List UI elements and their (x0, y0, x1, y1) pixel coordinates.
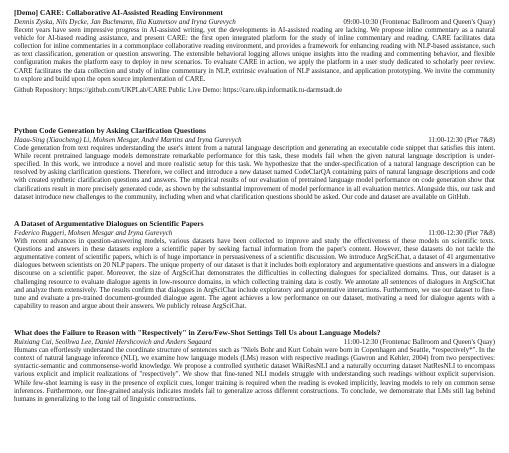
paper-authors: Haau-Sing (Xiaocheng) Li, Mohsen Mesgar, André Martins and Iryna Gurevych (14, 135, 242, 144)
paper-title: What does the Failure to Reason with "Respectively" in Zero/Few-Shot Settings Tell Us about Language Models? (14, 328, 381, 338)
paper-title: Python Code Generation by Asking Clarification Questions (14, 126, 206, 136)
paper-meta (14, 136, 495, 144)
paper-title: [Demo] CARE: Collaborative AI-Assisted Reading Environment (14, 8, 223, 17)
paper-entry-respectively (14, 329, 495, 403)
session-slot: 11:00-12:30 (Pier 7&8) (428, 135, 495, 144)
paper-abstract: With recent advances in question-answering models, various datasets have been collected to improve and study the effectiveness of these models on scientific texts. Questions and answers in these datasets explore a scientific paper by seeking factual information from the paper's content. However, these datasets do not tackle the argumentative content of scientific papers, which is of huge importance in persuasiveness of a scientific discussion. We introduce ArgSciChat, a dataset of 41 argumentative dialogues between scientists on 20 NLP papers. The unique property of our dataset is that it includes both exploratory and argumentative questions and answers in a dialogue discourse on a scientific paper. Moreover, the size of ArgSciChat demonstrates the difficulties in collecting dialogues for specialized domains. Thus, our dataset is a challenging resource to evaluate dialogue agents in low-resource domains, in which collecting training data is costly. We annotate all sentences of dialogues in ArgSciChat and analyze them extensively. The results confirm that dialogues in ArgSciChat include exploratory and argumentative interactions. Furthermore, we use our dataset to fine-tune and evaluate a pre-trained document-grounded dialogue agent. The agent achieves a low performance on our dataset, motivating a need for dialogue agents with a capability to reason and argue about their answers. We publicly release ArgSciChat. (14, 236, 495, 310)
session-slot: 11:00-12:30 (Pier 7&8) (428, 228, 495, 237)
paper-links: Github Repository: https://github.com/UKPLab/CARE Public Live Demo: https://care.ukp.informatik.tu-darmstadt.de (14, 85, 343, 94)
paper-abstract: Humans can effortlessly understand the coordinate structure of sentences such as "Niels Bohr and Kurt Cobain were born in Copenhagen and Seattle, *respectively*". In the context of natural language inference (NLI), we examine how language models (LMs) reason with respective readings (Gawron and Kehler, 2004) from two perspectives: syntactic-semantic and commonsense-world knowledge. We propose a controlled synthetic dataset WikiResNLI and a naturally occurring dataset NatResNLI to encompass various explicit and implicit realizations of "respectively". We show that fine-tuned NLI models struggle with understanding such readings without explicit supervision. While few-shot learning is easy in the presence of explicit cues, longer training is required when the reading is evoked implicitly, leaving models to rely on common sense inferences. Furthermore, our fine-grained analysis indicates models fail to generalize across different constructions. To conclude, we demonstrate that LMs still lag behind humans in generalizing to the long tail of linguistic constructions. (14, 345, 495, 403)
section-gap (14, 106, 495, 127)
paper-entry-codeclarqa (14, 127, 495, 201)
session-slot: 09:00-10:30 (Frontenac Ballroom and Queen's Quay) (343, 17, 495, 26)
paper-entry-argscichat (14, 220, 495, 310)
paper-meta (14, 338, 495, 346)
paper-authors: Dennis Zyska, Nils Dycke, Jan Buchmann, Ilia Kuznetsov and Iryna Gurevych (14, 17, 236, 26)
session-slot: 11:00-12:30 (Frontenac Ballroom and Queen's Quay) (343, 337, 495, 346)
paper-authors: Ruixiang Cui, Seolhwa Lee, Daniel Hershcovich and Anders Søgaard (14, 337, 212, 346)
paper-abstract: Code generation from text requires understanding the user's intent from a natural language description and generating an executable code snippet that satisfies this intent. While recent pretrained language models demonstrate remarkable performance for this task, these models fail when the given natural language description is under-specified. In this work, we introduce a novel and more realistic setup for this task. We hypothesize that the under-specification of a natural language description can be resolved by asking clarification questions. Therefore, we collect and introduce a new dataset named CodeClarQA containing pairs of natural language descriptions and code with created synthetic clarification questions and answers. The empirical results of our evaluation of pretrained language model performance on code generation show that clarifications result in more precisely generated code, as shown by the substantial improvement of model performance in all evaluation metrics. Alongside this, our task and dataset introduce new challenges to the community, including when and what clarification questions should be asked. Our code and dataset are available on GitHub. (14, 143, 495, 201)
paper-title: A Dataset of Argumentative Dialogues on Scientific Papers (14, 218, 204, 228)
paper-meta (14, 18, 495, 26)
paper-entry-care (14, 9, 495, 94)
paper-abstract: Recent years have seen impressive progress in AI-assisted writing, yet the developments in AI-assisted reading are lacking. We propose inline commentary as a natural vehicle for AI-based reading assistance, and present CARE: the first open integrated platform for the study of inline commentary and reading. CARE facilitates data collection for inline commentaries in a commonplace collaborative reading environment, and provides a framework for enhancing reading with NLP-based assistance, such as text classification, generation or question answering. The extensible behavioral logging allows unique insights into the reading and commenting behavior, and flexible configuration makes the platform easy to deploy in new scenarios. To evaluate CARE in action, we apply the platform in a user study dedicated to scholarly peer review. CARE facilitates the data collection and study of inline commentary in NLP, extrinsic evaluation of NLP assistance, and application prototyping. We invite the community to explore and build upon the open source implementation of CARE. (14, 25, 495, 83)
paper-authors: Federico Ruggeri, Mohsen Mesgar and Iryna Gurevych (14, 228, 173, 237)
paper-meta (14, 229, 495, 237)
